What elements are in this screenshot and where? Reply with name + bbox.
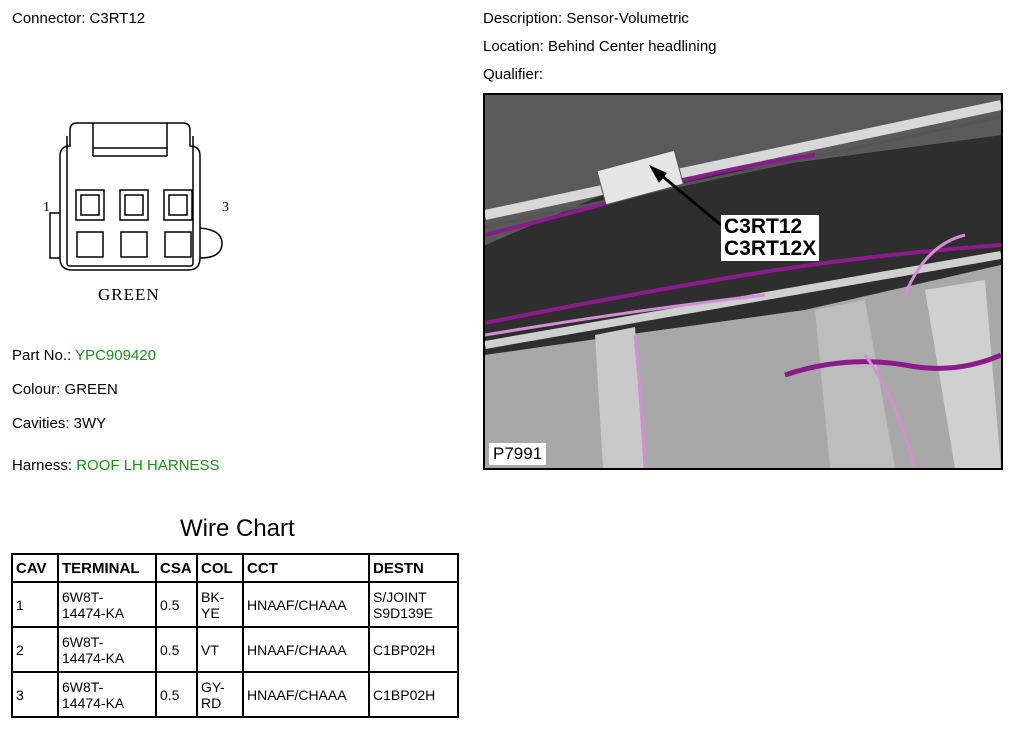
table-row <box>12 582 458 627</box>
pin-3-label: 3 <box>222 200 229 215</box>
cell-col: GY- RD <box>197 672 243 717</box>
cell-terminal: 6W8T- 14474-KA <box>58 672 156 717</box>
colour-text: Colour: GREEN <box>12 381 118 398</box>
wire-chart-table <box>11 553 459 718</box>
harness-label: Harness: <box>12 457 73 474</box>
qualifier-text: Qualifier: <box>483 66 544 83</box>
header-col: COL <box>197 554 243 582</box>
cell-cct: HNAAF/CHAAA <box>243 627 369 672</box>
callout-line-1: C3RT12 <box>724 215 803 238</box>
cell-csa: 0.5 <box>156 672 197 717</box>
cell-csa: 0.5 <box>156 627 197 672</box>
cell-cct: HNAAF/CHAAA <box>243 582 369 627</box>
header-csa: CSA <box>156 554 197 582</box>
cell-csa: 0.5 <box>156 582 197 627</box>
cell-col: VT <box>197 627 243 672</box>
header-destn: DESTN <box>369 554 458 582</box>
cell-cav: 3 <box>12 672 58 717</box>
connector-colour-caption: GREEN <box>98 285 160 304</box>
connector-drawing <box>40 118 240 288</box>
photo-callout-c3rt12 <box>721 215 819 261</box>
header-terminal: TERMINAL <box>58 554 156 582</box>
cell-destn: C1BP02H <box>369 627 458 672</box>
header-cct: CCT <box>243 554 369 582</box>
harness-link[interactable]: ROOF LH HARNESS <box>76 457 220 474</box>
harness <box>12 457 220 475</box>
table-row <box>12 627 458 672</box>
header-cav: CAV <box>12 554 58 582</box>
wire-chart-title: Wire Chart <box>180 515 295 542</box>
callout-line-2: C3RT12X <box>724 237 817 260</box>
location-text: Location: Behind Center headlining <box>483 38 717 55</box>
location-photo <box>483 93 1003 470</box>
cavities-text: Cavities: 3WY <box>12 415 107 432</box>
cell-destn: C1BP02H <box>369 672 458 717</box>
pin-1-label: 1 <box>43 200 50 215</box>
part-number-link[interactable]: YPC909420 <box>75 347 156 364</box>
cell-terminal: 6W8T- 14474-KA <box>58 627 156 672</box>
table-row <box>12 672 458 717</box>
cell-col: BK- YE <box>197 582 243 627</box>
description-text: Description: Sensor-Volumetric <box>483 10 689 27</box>
photo-id: P7991 <box>489 443 546 465</box>
table-header-row <box>12 554 458 582</box>
cell-terminal: 6W8T- 14474-KA <box>58 582 156 627</box>
cell-cav: 1 <box>12 582 58 627</box>
connector-title: Connector: C3RT12 <box>12 10 146 27</box>
cell-cav: 2 <box>12 627 58 672</box>
cell-destn: S/JOINT S9D139E <box>369 582 458 627</box>
part-number-label: Part No.: <box>12 347 72 364</box>
part-number <box>12 347 156 365</box>
cell-cct: HNAAF/CHAAA <box>243 672 369 717</box>
